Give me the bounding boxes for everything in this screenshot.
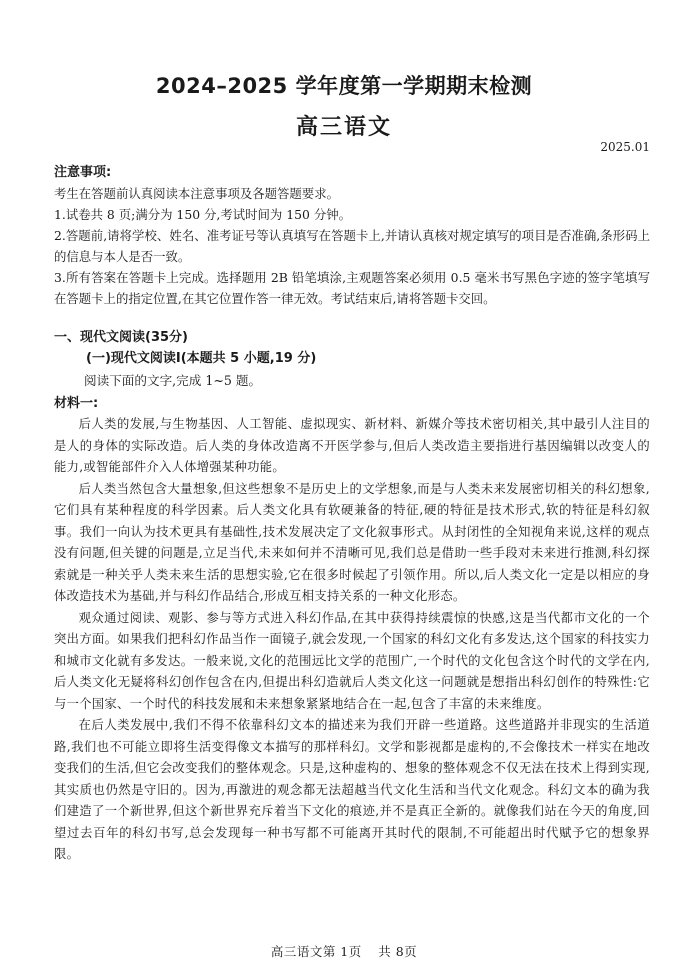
page-number: 高三语文第 1页 [270,944,362,959]
article-body [54,414,650,866]
notes-heading: 注意事项: [54,165,112,180]
notes-item: 考生在答题前认真阅读本注意事项及各题答题要求。 [54,186,339,201]
material-label: 材料一: [54,396,99,411]
article-paragraph: 在后人类发展中,我们不得不依靠科幻文本的描述来为我们开辟一些道路。这些道路并非现实的生活道路,我们也不可能立即将生活变得像文本描写的那样科幻。文学和影视都是虚构的,不会像技术一样实在地改变我们的生活,但它会改变我们的整体观念。只是,这种虚构的、想象的整体观念不仅无法在技术上得到实现,其实质也仍然是守旧的。因为,再激进的观念都无法超越当代文化生活和当代文化观念。科幻文本的确为我们建造了一个新世界,但这个新世界充斥着当下文化的痕迹,并不是真正全新的。就像我们站在今天的角度,回望过去百年的科幻书写,总会发现每一种书写都不可能离开其时代的限制,不可能超出时代赋予它的想象界限。 [54,718,650,861]
section-instruction: 阅读下面的文字,完成 1~5 题。 [84,373,262,388]
article-paragraph: 后人类当然包含大量想象,但这些想象不是历史上的文学想象,而是与人类未来发展密切相关的科幻想象,它们具有某种程度的科学因素。后人类文化具有软硬兼备的特征,硬的特征是技术形式,软的特征是科幻叙事。我们一向认为技术更具有基础性,技术发展决定了文化叙事形式。从封闭性的全知视角来说,这样的观点没有问题,但关键的问题是,立足当代,未来如何并不清晰可见,我们总是借助一些手段对未来进行推测,科幻探索就是一种关乎人类未来生活的思想实验,它在很多时候起了引领作用。所以,后人类文化一定是以相应的身体改造技术为基础,并与科幻作品结合,形成互相支持关系的一种文化形态。 [54,481,650,603]
page-footer [0,942,688,960]
notes-item: 3.所有答案在答题卡上完成。选择题用 2B 铅笔填涂,主观题答案必须用 0.5 毫米书写黑色字迹的签字笔填写在答题卡上的指定位置,在其它位置作答一律无效。考试结束后,请将答题卡交回。 [54,270,650,306]
notes-item: 1.试卷共 8 页;满分为 150 分,考试时间为 150 分钟。 [54,207,351,222]
notes-item: 2.答题前,请将学校、姓名、准考证号等认真填写在答题卡上,并请认真核对规定填写的项目是否准确,条形码上的信息与本人是否一致。 [54,228,650,264]
article-paragraph: 后人类的发展,与生物基因、人工智能、虚拟现实、新材料、新媒介等技术密切相关,其中最引人注目的是人的身体的实际改造。后人类的身体改造离不开医学参与,但后人类改造主要指进行基因编辑以改变人的能力,或智能部件介入人体增强某种功能。 [54,417,650,474]
section-title: 一、现代文阅读(35分) [54,330,188,345]
section-part-title: (一)现代文阅读Ⅰ(本题共 5 小题,19 分) [86,351,317,366]
exam-date: 2025.01 [600,140,650,154]
page-total: 共 8页 [378,944,418,959]
exam-title: 2024–2025 学年度第一学期期末检测 [155,74,533,98]
notes-block [54,162,650,309]
article-paragraph: 观众通过阅读、观影、参与等方式进入科幻作品,在其中获得持续震惊的快感,这是当代都市文化的一个突出方面。如果我们把科幻作品当作一面镜子,就会发现,一个国家的科幻文化有多发达,这个国家的科技实力和城市文化就有多发达。一般来说,文化的范围远比文学的范围广,一个时代的文化包含这个时代的文学在内,后人类文化无疑将科幻创作包含在内,但提出科幻造就后人类文化这一问题就是想指出科幻创作的特殊性:它与一个国家、一个时代的科技发展和未来想象紧紧地结合在一起,包含了丰富的未来维度。 [54,610,650,711]
exam-subject: 高三语文 [295,115,392,140]
